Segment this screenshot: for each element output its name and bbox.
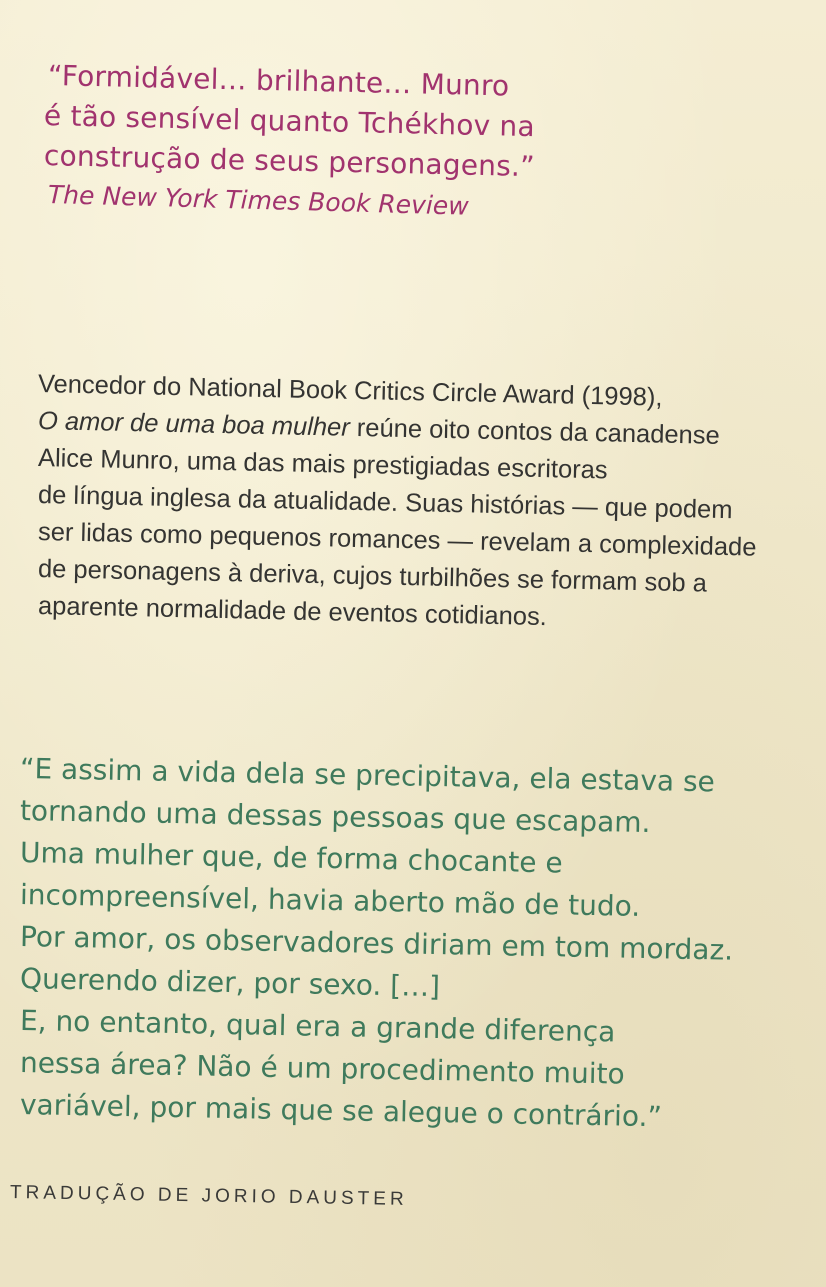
excerpt-line: Querendo dizer, por sexo. […] bbox=[19, 962, 441, 1004]
praise-quote-line: “Formidável… brilhante… Munro bbox=[47, 59, 510, 103]
praise-source: The New York Times Book Review bbox=[47, 180, 470, 221]
excerpt-line: incompreensível, havia aberto mão de tudo. bbox=[19, 878, 641, 923]
excerpt-line: tornando uma dessas pessoas que escapam. bbox=[19, 794, 651, 840]
synopsis-line: aparente normalidade de eventos cotidianos. bbox=[37, 592, 548, 632]
excerpt-line: variável, por mais que se alegue o contrário.” bbox=[19, 1088, 663, 1134]
excerpt-line: “E assim a vida dela se precipitava, ela estava se bbox=[19, 752, 716, 799]
praise-quote-line: é tão sensível quanto Tchékhov na bbox=[43, 99, 536, 144]
synopsis-line: Vencedor do National Book Critics Circle Award (1998), bbox=[37, 370, 663, 412]
praise-quote bbox=[43, 56, 536, 184]
synopsis-paragraph bbox=[37, 366, 757, 632]
synopsis-line: de língua inglesa da atualidade. Suas histórias — que podem bbox=[37, 481, 733, 525]
book-excerpt bbox=[19, 748, 734, 1134]
excerpt-line: Uma mulher que, de forma chocante e bbox=[19, 836, 563, 880]
praise-quote-line: construção de seus personagens.” bbox=[43, 139, 536, 184]
synopsis-text: reúne oito contos da canadense bbox=[349, 413, 721, 450]
synopsis-line: de personagens à deriva, cujos turbilhões se formam sob a bbox=[37, 555, 708, 598]
excerpt-line: Por amor, os observadores diriam em tom mordaz. bbox=[19, 920, 734, 967]
synopsis-line: ser lidas como pequenos romances — revelam a complexidade bbox=[37, 518, 757, 562]
synopsis-line: Alice Munro, uma das mais prestigiadas escritoras bbox=[37, 444, 608, 485]
excerpt-line: nessa área? Não é um procedimento muito bbox=[19, 1046, 625, 1091]
translator-credit: TRADUÇÃO DE JORIO DAUSTER bbox=[9, 1182, 408, 1210]
book-title: O amor de uma boa mulher bbox=[37, 407, 351, 442]
excerpt-line: E, no entanto, qual era a grande diferença bbox=[19, 1004, 616, 1049]
